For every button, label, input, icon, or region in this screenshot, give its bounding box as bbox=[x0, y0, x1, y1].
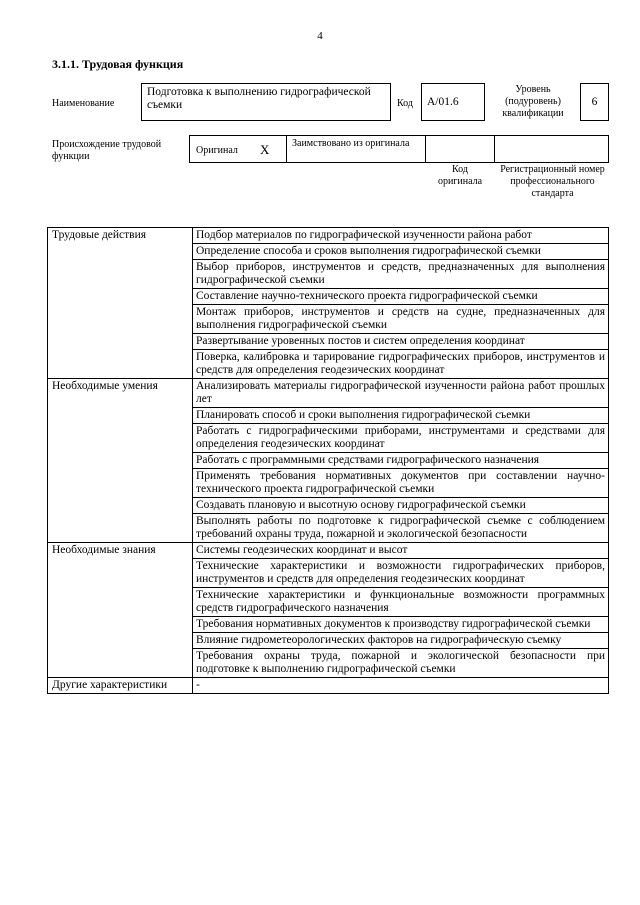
code-value-box bbox=[421, 83, 485, 121]
code-label: Код bbox=[397, 98, 413, 109]
level-value-box bbox=[580, 83, 609, 121]
list-item: Подбор материалов по гидрографической изученности района работ bbox=[193, 228, 609, 244]
list-item: Применять требования нормативных документов при составлении научно-технического проекта гидрографической съемки bbox=[193, 469, 609, 498]
list-item: Развертывание уровенных постов и систем определения координат bbox=[193, 334, 609, 350]
name-value: Подготовка к выполнению гидрографической съемки bbox=[147, 86, 371, 111]
section-title-cell: Трудовые действия bbox=[48, 228, 193, 379]
level-value: 6 bbox=[591, 96, 598, 108]
origin-label: Происхождение трудовой функции bbox=[52, 139, 162, 162]
list-item: Технические характеристики и функциональные возможности программных средств гидрографического назначения bbox=[193, 588, 609, 617]
original-label: Оригинал bbox=[196, 145, 238, 156]
list-item: Монтаж приборов, инструментов и средств на судне, предназначенных для выполнения гидрографической съемки bbox=[193, 305, 609, 334]
list-item: Поверка, калибровка и тарирование гидрографических приборов, инструментов и средств для определения геодезических координат bbox=[193, 350, 609, 379]
borrowed-label: Заимствовано из оригинала bbox=[292, 138, 410, 149]
list-item: Составление научно-технического проекта гидрографической съемки bbox=[193, 289, 609, 305]
original-box bbox=[189, 135, 287, 163]
code-original-box bbox=[425, 135, 495, 163]
list-item: Работать с программными средствами гидрографического назначения bbox=[193, 453, 609, 469]
list-item: Требования нормативных документов к производству гидрографической съемки bbox=[193, 617, 609, 633]
list-item: Создавать плановую и высотную основу гидрографической съемки bbox=[193, 498, 609, 514]
reg-number-label: Регистрационный номер профессионального стандарта bbox=[500, 164, 605, 199]
list-item: Выполнять работы по подготовке к гидрографической съемке с соблюдением требований охраны труда, пожарной и экологической безопасности bbox=[193, 514, 609, 543]
list-item: Планировать способ и сроки выполнения гидрографической съемки bbox=[193, 408, 609, 424]
section-title-cell: Необходимые знания bbox=[48, 543, 193, 678]
name-label: Наименование bbox=[52, 98, 115, 109]
section-title-cell: Необходимые умения bbox=[48, 379, 193, 543]
functions-table bbox=[47, 227, 609, 694]
table-row bbox=[48, 678, 609, 694]
list-item: - bbox=[193, 678, 609, 694]
list-item: Анализировать материалы гидрографической изученности района работ прошлых лет bbox=[193, 379, 609, 408]
section-title-cell: Другие характеристики bbox=[48, 678, 193, 694]
list-item: Влияние гидрометеорологических факторов на гидрографическую съемку bbox=[193, 633, 609, 649]
list-item: Выбор приборов, инструментов и средств, предназначенных для выполнения гидрографической съемки bbox=[193, 260, 609, 289]
name-value-box bbox=[141, 83, 391, 121]
list-item: Работать с гидрографическими приборами, инструментами и средствами для определения геодезических координат bbox=[193, 424, 609, 453]
table-row bbox=[48, 379, 609, 408]
section-title: 3.1.1. Трудовая функция bbox=[52, 57, 184, 71]
reg-number-box bbox=[494, 135, 609, 163]
original-mark: X bbox=[260, 142, 270, 157]
table-row bbox=[48, 543, 609, 559]
code-value: А/01.6 bbox=[427, 96, 459, 108]
list-item: Требования охраны труда, пожарной и экологической безопасности при подготовке к выполнению гидрографической съемки bbox=[193, 649, 609, 678]
list-item: Определение способа и сроков выполнения гидрографической съемки bbox=[193, 244, 609, 260]
level-label: Уровень (подуровень) квалификации bbox=[502, 84, 564, 119]
code-original-label: Код оригинала bbox=[437, 164, 483, 187]
borrowed-box bbox=[286, 135, 426, 163]
list-item: Системы геодезических координат и высот bbox=[193, 543, 609, 559]
list-item: Технические характеристики и возможности гидрографических приборов, инструментов и средств для определения геодезических координат bbox=[193, 559, 609, 588]
table-row bbox=[48, 228, 609, 244]
page-number: 4 bbox=[317, 30, 323, 42]
